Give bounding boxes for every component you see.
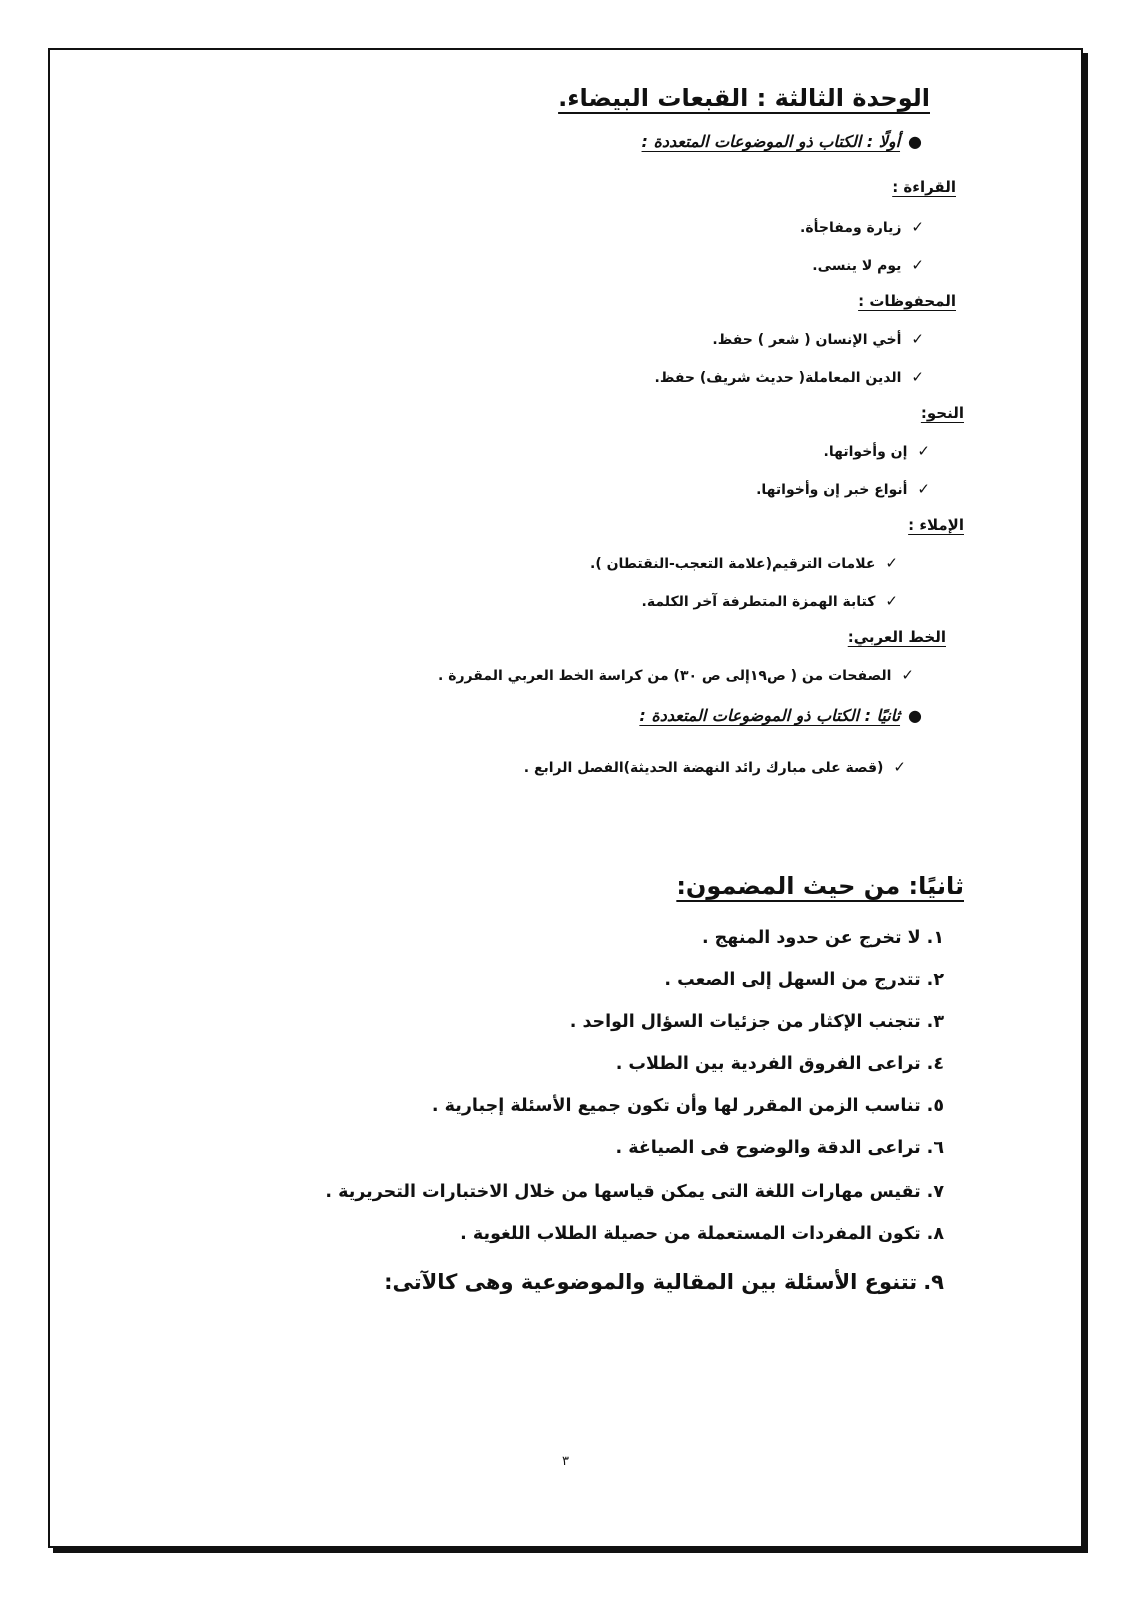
list-item: ✓الدين المعاملة( حديث شريف) حفظ. xyxy=(654,368,924,386)
content-point: ٦.تراعى الدقة والوضوح فى الصياغة . xyxy=(615,1138,944,1158)
unit-title: الوحدة الثالثة : القبعات البيضاء. xyxy=(558,84,930,112)
list-item: ✓يوم لا ينسى. xyxy=(812,256,924,274)
list-item: ✓أخي الإنسان ( شعر ) حفظ. xyxy=(712,330,924,348)
list-item: ✓زيارة ومفاجأة. xyxy=(800,218,924,236)
bullet-icon: ● xyxy=(908,706,922,725)
list-item: ✓أنواع خبر إن وأخواتها. xyxy=(756,480,930,498)
content-point: ٩.تتنوع الأسئلة بين المقالية والموضوعية وهى كالآتى: xyxy=(384,1270,944,1294)
content-point: ٣.تتجنب الإكثار من جزئيات السؤال الواحد . xyxy=(569,1012,944,1032)
content-section-title: ثانيًا: من حيث المضمون: xyxy=(676,872,964,900)
list-item: ✓إن وأخواتها. xyxy=(823,442,930,460)
content-point: ٢.تتدرج من السهل إلى الصعب . xyxy=(664,970,944,990)
first-book-heading: ●أولًا : الكتاب ذو الموضوعات المتعددة : xyxy=(641,132,922,151)
list-item: ✓(قصة على مبارك رائد النهضة الحديثة)الفصل الرابع . xyxy=(523,758,906,776)
check-icon: ✓ xyxy=(917,442,930,460)
check-icon: ✓ xyxy=(911,330,924,348)
list-item: ✓الصفحات من ( ص١٩إلى ص ٣٠) من كراسة الخط العربي المقررة . xyxy=(438,666,914,684)
check-icon: ✓ xyxy=(901,666,914,684)
content-point: ٨.تكون المفردات المستعملة من حصيلة الطلاب اللغوية . xyxy=(460,1224,944,1244)
section-label-grammar: النحو: xyxy=(920,404,964,422)
section-label-dictation: الإملاء : xyxy=(908,516,964,534)
content-point: ٤.تراعى الفروق الفردية بين الطلاب . xyxy=(615,1054,944,1074)
content-point: ٧.تقيس مهارات اللغة التى يمكن قياسها من خلال الاختبارات التحريرية . xyxy=(325,1182,944,1202)
check-icon: ✓ xyxy=(911,218,924,236)
check-icon: ✓ xyxy=(885,592,898,610)
check-icon: ✓ xyxy=(911,256,924,274)
page-number: ٣ xyxy=(562,1454,569,1469)
check-icon: ✓ xyxy=(917,480,930,498)
content-point: ١.لا تخرج عن حدود المنهج . xyxy=(701,928,944,948)
section-label-memorization: المحفوظات : xyxy=(858,292,956,310)
list-item: ✓كتابة الهمزة المتطرفة آخر الكلمة. xyxy=(641,592,898,610)
second-book-heading: ●ثانيًا : الكتاب ذو الموضوعات المتعددة : xyxy=(639,706,922,725)
list-item: ✓علامات الترقيم(علامة التعجب-النقتطان ). xyxy=(590,554,898,572)
bullet-icon: ● xyxy=(908,132,922,151)
content-point: ٥.تناسب الزمن المقرر لها وأن تكون جميع الأسئلة إجبارية . xyxy=(431,1096,944,1116)
section-label-calligraphy: الخط العربي: xyxy=(847,628,946,646)
check-icon: ✓ xyxy=(893,758,906,776)
check-icon: ✓ xyxy=(911,368,924,386)
check-icon: ✓ xyxy=(885,554,898,572)
section-label-reading: القراءة : xyxy=(892,178,956,196)
